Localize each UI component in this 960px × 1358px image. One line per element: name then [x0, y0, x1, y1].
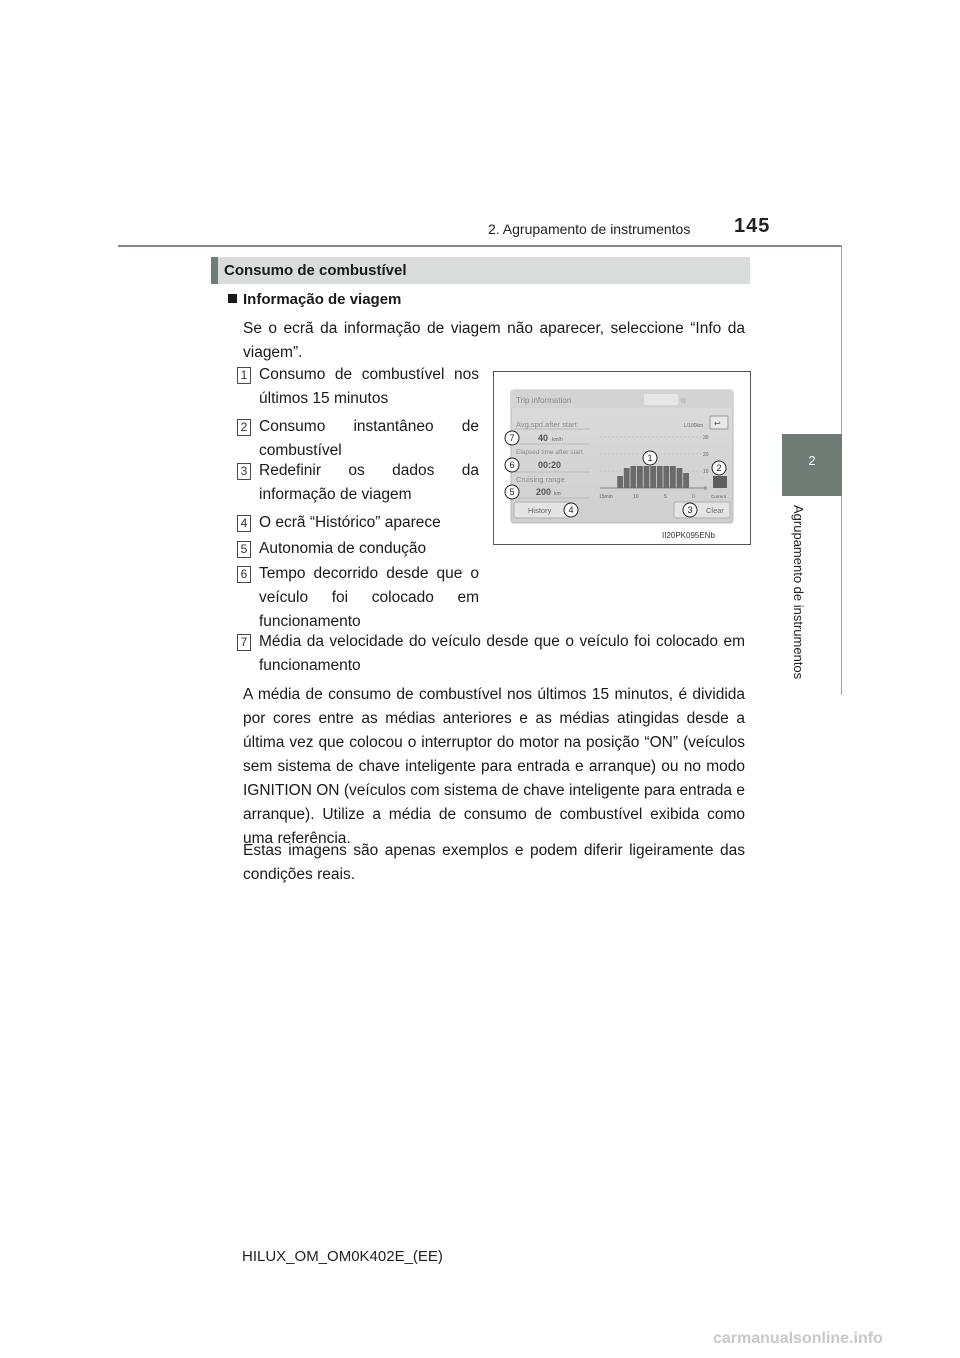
body-paragraph-1: A média de consumo de combustível nos últimos 15 minutos, é dividida por cores entre as médias anteriores e as médias atingidas desde a última vez que colocou o interruptor do motor na posição “ON” (veículos sem sistema de chave inteligente para entrada e arranque) ou no modo IGNITION ON (veículos com sistema de chave inteligente para entrada e arranque). Utilize a média de consumo de combustível exibida como uma referência.	[243, 686, 745, 847]
history-bar	[677, 468, 683, 488]
x-tick-15min: 15min	[599, 494, 613, 500]
fuel-consumption-bars	[617, 466, 689, 488]
item-text-5: Autonomia de condução	[259, 540, 427, 557]
item-number-5: 5	[237, 541, 251, 558]
callout-3: 3	[687, 505, 693, 515]
screen-title: Trip information	[516, 396, 572, 405]
callout-5: 5	[509, 487, 515, 497]
callout-2: 2	[716, 463, 722, 473]
cruising-range-unit: km	[554, 491, 561, 497]
item-number-1: 1	[237, 367, 251, 384]
section-title: Consumo de combustível	[224, 262, 407, 279]
history-bar	[657, 466, 663, 488]
avg-speed-value: 40	[538, 433, 549, 443]
item-text-7: Média da velocidade do veículo desde que o veículo foi colocado em funcionamento	[259, 633, 745, 674]
running-header-section: 2. Agrupamento de instrumentos	[488, 221, 691, 237]
history-bar	[683, 473, 689, 488]
document-footer-code: HILUX_OM_OM0K402E_(EE)	[242, 1248, 443, 1265]
elapsed-time-label: Elapsed time after start	[516, 449, 583, 456]
elapsed-time-value: 00:20	[538, 460, 562, 470]
item-number-6: 6	[237, 566, 251, 583]
clear-button-label: Clear	[706, 506, 724, 515]
trip-information-screen	[494, 372, 750, 544]
callout-6: 6	[509, 460, 515, 470]
history-bar	[617, 476, 623, 488]
current-label: Current	[711, 494, 727, 499]
screen-settings-icon: ⚙	[680, 398, 687, 405]
section-title-accent	[211, 257, 218, 284]
chapter-tab-label: Agrupamento de instrumentos	[791, 505, 806, 680]
item-text-2: Consumo instantâneo de combustível	[259, 418, 479, 459]
page-number: 145	[734, 215, 771, 237]
item-number-3: 3	[237, 463, 251, 480]
watermark: carmanualsonline.info	[713, 1330, 883, 1347]
history-bar	[663, 466, 669, 488]
y-tick-0: 0	[704, 486, 707, 492]
x-tick-5: 5	[664, 494, 667, 500]
history-bar	[624, 468, 630, 488]
subsection-title: Informação de viagem	[243, 291, 402, 308]
item-text-4: O ecrã “Histórico” aparece	[259, 514, 441, 531]
header-rule	[118, 245, 841, 247]
fuel-unit-label: L/100km	[684, 423, 704, 429]
history-bar	[670, 466, 676, 488]
history-bar	[650, 466, 656, 488]
square-bullet-icon	[228, 294, 237, 303]
item-text-6: Tempo decorrido desde que o veículo foi colocado em funcionamento	[259, 565, 479, 630]
trip-information-illustration	[493, 371, 751, 545]
x-tick-0: 0	[692, 494, 695, 500]
screen-title-tab	[644, 394, 678, 405]
current-consumption-bar	[713, 476, 727, 488]
body-paragraph-2: Estas imagens são apenas exemplos e podem diferir ligeiramente das condições reais.	[243, 842, 745, 883]
cruising-range-label: Cruising range	[516, 475, 565, 484]
item-number-2: 2	[237, 419, 251, 436]
chapter-tab-number: 2	[808, 453, 816, 468]
history-bar	[644, 466, 650, 488]
callout-4: 4	[568, 505, 574, 515]
x-tick-10: 10	[633, 494, 639, 500]
history-bar	[637, 466, 643, 488]
avg-speed-label: Avg.spd.after start	[516, 420, 577, 429]
y-tick-30: 30	[703, 435, 709, 441]
history-bar	[630, 466, 636, 488]
intro-paragraph: Se o ecrã da informação de viagem não aparecer, seleccione “Info da viagem”.	[243, 320, 745, 361]
cruising-range-value: 200	[536, 487, 552, 497]
back-arrow-icon: ↩	[714, 419, 721, 428]
avg-speed-unit: km/h	[552, 437, 563, 443]
item-number-7: 7	[237, 634, 251, 651]
item-text-3: Redefinir os dados da informação de viagem	[259, 462, 479, 503]
y-tick-20: 20	[703, 452, 709, 458]
item-text-1: Consumo de combustível nos últimos 15 minutos	[259, 366, 479, 407]
illustration-code: II20PK095ENb	[662, 531, 715, 540]
history-button-label: History	[528, 506, 552, 515]
item-number-4: 4	[237, 515, 251, 532]
y-tick-10: 10	[703, 469, 709, 475]
callout-7: 7	[509, 433, 515, 443]
callout-1: 1	[647, 453, 653, 463]
